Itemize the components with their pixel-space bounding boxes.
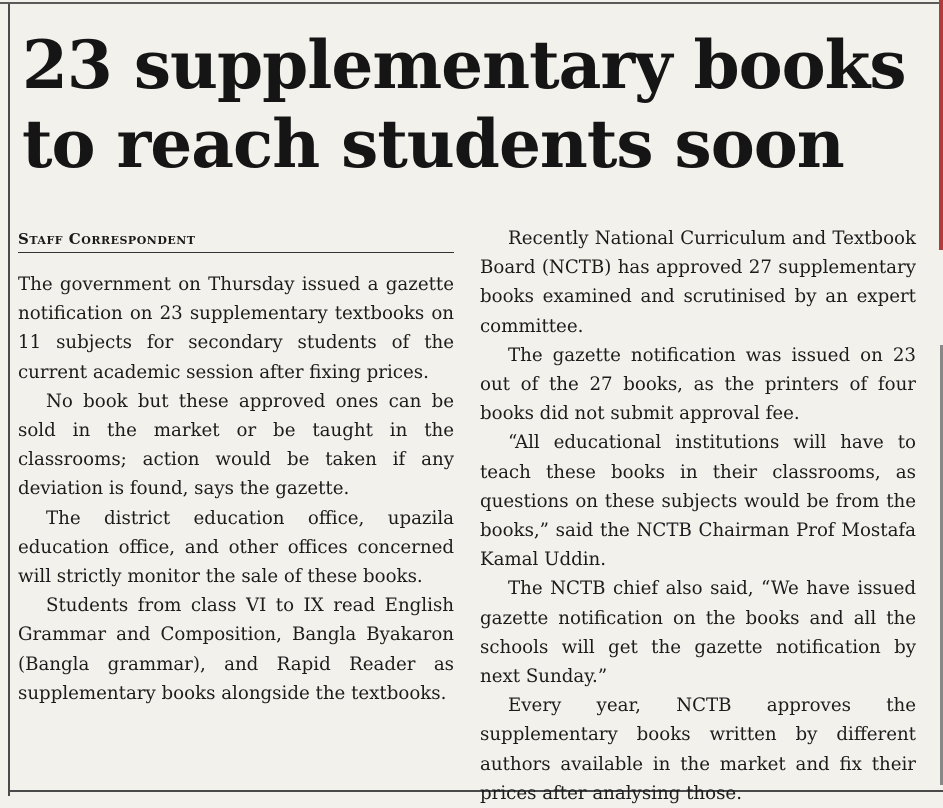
article-column-right [480,224,916,808]
left-column-rule [8,4,10,796]
article-paragraph: Every year, NCTB approves the supplementary books written by different authors available in the market and fix their prices after analysing those. [480,695,916,804]
adjacent-article-edge [939,0,943,250]
article-paragraph: Recently National Curriculum and Textbook Board (NCTB) has approved 27 supplementary books examined and scrutinised by an expert committee. [480,228,916,337]
top-rule [0,2,943,4]
article-paragraph: The district education office, upazila education office, and other offices concerned will strictly monitor the sale of these books. [18,507,454,588]
article-column-left [18,270,454,708]
article-paragraph: No book but these approved ones can be sold in the market or be taught in the classrooms; action would be taken if any deviation is found, says the gazette. [18,390,454,500]
article-paragraph: Students from class VI to IX read English Grammar and Composition, Bangla Byakaron (Bangla grammar), and Rapid Reader as supplementary books alongside the textbooks. [18,595,454,704]
article-paragraph: The NCTB chief also said, “We have issued gazette notification on the books and all the schools will get the gazette notification by next Sunday.” [480,578,916,688]
article-paragraph: “All educational institutions will have to teach these books in their classrooms, as questions on these subjects would be from the books,” said the NCTB Chairman Prof Mostafa Kamal Uddin. [480,432,916,571]
article-byline: Staff Correspondent [18,230,454,253]
article-paragraph: The gazette notification was issued on 23 out of the 27 books, as the printers of four books did not submit approval fee. [480,344,916,425]
article-headline: 23 supplementary books to reach students soon [22,26,906,183]
article-paragraph: The government on Thursday issued a gazette notification on 23 supplementary textbooks on 11 subjects for secondary students of the current academic session after fixing prices. [18,274,454,383]
